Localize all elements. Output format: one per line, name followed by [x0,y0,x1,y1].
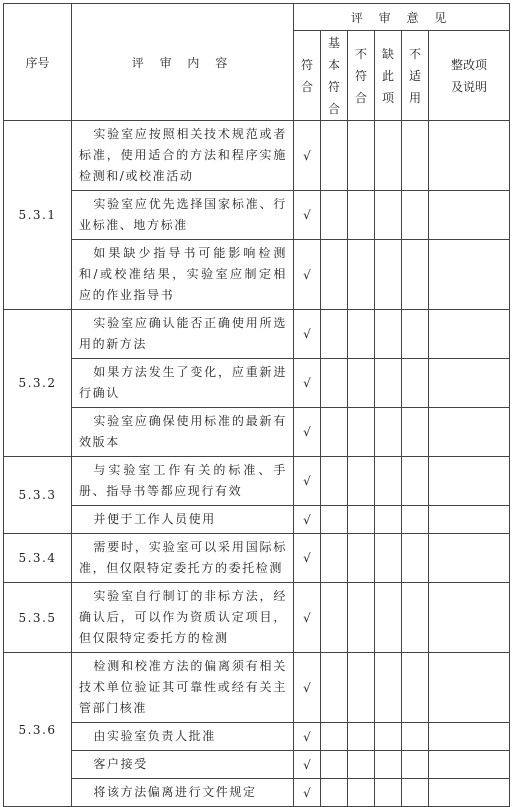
rectify-cell [429,310,510,359]
basic-conform-cell [321,191,348,240]
not-applicable-cell [402,359,429,408]
header-not-conform: 不 符 合 [348,31,375,121]
conform-cell [294,408,321,457]
table-row [4,534,510,583]
conform-cell [294,310,321,359]
review-item-text: 将该方法偏离进行文件规定 [72,779,294,807]
basic-conform-cell [321,723,348,751]
section-number: 5.3.1 [4,121,72,310]
section-number: 5.3.2 [4,310,72,457]
review-item-text: 如果方法发生了变化，应重新进行确认 [72,359,294,408]
table-row [4,408,510,457]
not-conform-cell [348,121,375,191]
review-item-text: 如果缺少指导书可能影响检测和/或校准结果，实验室应制定相应的作业指导书 [72,240,294,310]
not-applicable-cell [402,779,429,807]
section-number: 5.3.6 [4,653,72,807]
rectify-cell [429,506,510,534]
section-number: 5.3.3 [4,457,72,534]
rectify-cell [429,653,510,723]
basic-conform-cell [321,506,348,534]
rectify-cell [429,240,510,310]
header-missing: 缺 此 项 [375,31,402,121]
check-mark-icon: √ [303,551,311,565]
not-applicable-cell [402,240,429,310]
check-mark-icon: √ [303,785,311,800]
conform-cell [294,751,321,779]
conform-cell [294,359,321,408]
check-mark-icon: √ [303,474,311,488]
check-mark-icon: √ [303,680,311,695]
not-applicable-cell [402,653,429,723]
rectify-cell [429,457,510,506]
conform-cell [294,121,321,191]
check-mark-icon: √ [303,376,311,390]
not-conform-cell [348,751,375,779]
not-conform-cell [348,779,375,807]
missing-cell [375,583,402,653]
table-row [4,191,510,240]
check-mark-icon: √ [303,729,311,744]
not-applicable-cell [402,583,429,653]
rectify-cell [429,121,510,191]
conform-cell [294,534,321,583]
header-basic-conform: 基 本 符 合 [321,31,348,121]
not-conform-cell [348,534,375,583]
header-seq: 序号 [4,4,72,121]
not-conform-cell [348,583,375,653]
review-item-text: 实验室应按照相关技术规范或者标准，使用适合的方法和程序实施检测和/或校准活动 [72,121,294,191]
check-mark-icon: √ [303,512,311,527]
review-item-text: 需要时，实验室可以采用国际标准，但仅限特定委托方的委托检测 [72,534,294,583]
table-row [4,779,510,807]
conform-cell [294,723,321,751]
check-mark-icon: √ [303,148,311,163]
missing-cell [375,457,402,506]
header-content: 评 审 内 容 [72,4,294,121]
basic-conform-cell [321,359,348,408]
basic-conform-cell [321,457,348,506]
not-conform-cell [348,191,375,240]
not-conform-cell [348,310,375,359]
basic-conform-cell [321,751,348,779]
rectify-cell [429,191,510,240]
conform-cell [294,653,321,723]
section-number: 5.3.5 [4,583,72,653]
header-opinions: 评 审 意 见 [294,4,510,31]
review-item-text: 实验室应优先选择国家标准、行业标准、地方标准 [72,191,294,240]
review-item-text: 实验室应确认能否正确使用所选用的新方法 [72,310,294,359]
not-applicable-cell [402,751,429,779]
rectify-cell [429,751,510,779]
basic-conform-cell [321,534,348,583]
rectify-cell [429,779,510,807]
table-row [4,121,510,191]
missing-cell [375,240,402,310]
conform-cell [294,779,321,807]
table-row [4,506,510,534]
not-applicable-cell [402,723,429,751]
missing-cell [375,779,402,807]
not-conform-cell [348,457,375,506]
conform-cell [294,457,321,506]
basic-conform-cell [321,310,348,359]
not-applicable-cell [402,310,429,359]
missing-cell [375,534,402,583]
basic-conform-cell [321,583,348,653]
table-row [4,583,510,653]
check-mark-icon: √ [303,425,311,439]
review-item-text: 实验室应确保使用标准的最新有效版本 [72,408,294,457]
conform-cell [294,506,321,534]
not-applicable-cell [402,121,429,191]
table-row [4,723,510,751]
check-mark-icon: √ [303,327,311,341]
rectify-cell [429,723,510,751]
not-conform-cell [348,408,375,457]
not-applicable-cell [402,457,429,506]
table-row [4,457,510,506]
review-item-text: 由实验室负责人批准 [72,723,294,751]
table-row [4,653,510,723]
not-applicable-cell [402,506,429,534]
missing-cell [375,653,402,723]
header-rectify: 整改项 及说明 [429,31,510,121]
missing-cell [375,310,402,359]
not-applicable-cell [402,534,429,583]
review-item-text: 并便于工作人员使用 [72,506,294,534]
table-row [4,240,510,310]
not-applicable-cell [402,191,429,240]
review-item-text: 检测和校准方法的偏离须有相关技术单位验证其可靠性或经有关主管部门核准 [72,653,294,723]
check-mark-icon: √ [303,208,311,222]
rectify-cell [429,408,510,457]
table-row [4,310,510,359]
basic-conform-cell [321,121,348,191]
section-number: 5.3.4 [4,534,72,583]
missing-cell [375,506,402,534]
not-conform-cell [348,653,375,723]
not-conform-cell [348,723,375,751]
header-row-1 [4,4,510,31]
conform-cell [294,583,321,653]
check-mark-icon: √ [303,610,311,625]
basic-conform-cell [321,408,348,457]
conform-cell [294,191,321,240]
review-item-text: 实验室自行制订的非标方法，经确认后，可以作为资质认定项目，但仅限特定委托方的检测 [72,583,294,653]
table-row [4,359,510,408]
not-applicable-cell [402,408,429,457]
missing-cell [375,751,402,779]
not-conform-cell [348,506,375,534]
review-table [3,3,510,807]
not-conform-cell [348,240,375,310]
rectify-cell [429,534,510,583]
header-not-applicable: 不 适 用 [402,31,429,121]
missing-cell [375,408,402,457]
review-item-text: 与实验室工作有关的标准、手册、指导书等都应现行有效 [72,457,294,506]
basic-conform-cell [321,653,348,723]
basic-conform-cell [321,240,348,310]
header-conform: 符 合 [294,31,321,121]
missing-cell [375,723,402,751]
conform-cell [294,240,321,310]
missing-cell [375,191,402,240]
rectify-cell [429,359,510,408]
basic-conform-cell [321,779,348,807]
rectify-cell [429,583,510,653]
review-item-text: 客户接受 [72,751,294,779]
missing-cell [375,359,402,408]
check-mark-icon: √ [303,757,311,772]
table-row [4,751,510,779]
not-conform-cell [348,359,375,408]
check-mark-icon: √ [303,267,311,282]
missing-cell [375,121,402,191]
